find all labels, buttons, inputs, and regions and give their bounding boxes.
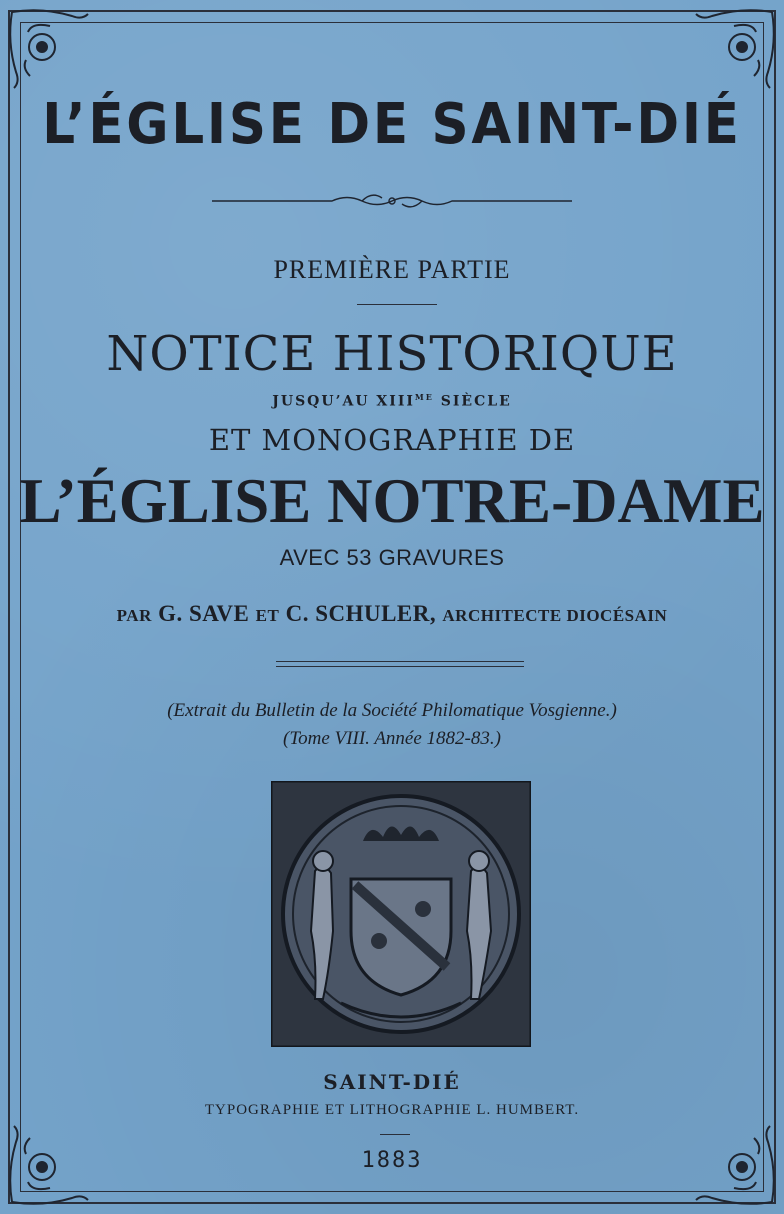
coat-of-arms-icon xyxy=(271,781,531,1047)
century-subtitle xyxy=(0,392,784,410)
printer-line: TYPOGRAPHIE ET LITHOGRAPHIE L. HUMBERT. xyxy=(204,1102,580,1118)
corner-ornament-icon xyxy=(692,2,782,92)
authors-line xyxy=(0,601,784,627)
short-divider xyxy=(357,304,437,305)
engravings-line: AVEC 53 GRAVURES xyxy=(279,545,505,570)
publication-year: 1883 xyxy=(361,1148,423,1173)
part-heading: PREMIÈRE PARTIE xyxy=(273,255,511,284)
century-suffix: SIÈCLE xyxy=(440,393,512,410)
authors-et: ET xyxy=(255,606,280,625)
publisher-city: SAINT-DIÉ xyxy=(323,1070,461,1094)
flourish-icon xyxy=(212,186,572,216)
authors-par: PAR xyxy=(116,606,152,625)
church-heading: L’ÉGLISE NOTRE-DAME xyxy=(19,466,765,536)
main-title: L’ÉGLISE DE SAINT-DIÉ xyxy=(42,92,742,157)
monograph-heading: ET MONOGRAPHIE DE xyxy=(208,423,576,457)
extract-note xyxy=(0,697,784,753)
extract-line-2: (Tome VIII. Année 1882-83.) xyxy=(283,728,501,749)
flourish-divider xyxy=(0,186,784,221)
notice-heading: NOTICE HISTORIQUE xyxy=(106,326,678,382)
double-divider xyxy=(276,661,524,667)
corner-ornament-icon xyxy=(2,2,92,92)
author-role: ARCHITECTE DIOCÉSAIN xyxy=(442,606,668,625)
century-prefix: JUSQU’AU XIII xyxy=(272,393,415,410)
tiny-divider xyxy=(380,1134,410,1135)
century-superscript: ME xyxy=(414,392,434,402)
author-2: C. SCHULER, xyxy=(285,601,437,626)
author-1: G. SAVE xyxy=(158,601,250,626)
extract-line-1: (Extrait du Bulletin de la Société Philomatique Vosgienne.) xyxy=(167,700,617,721)
